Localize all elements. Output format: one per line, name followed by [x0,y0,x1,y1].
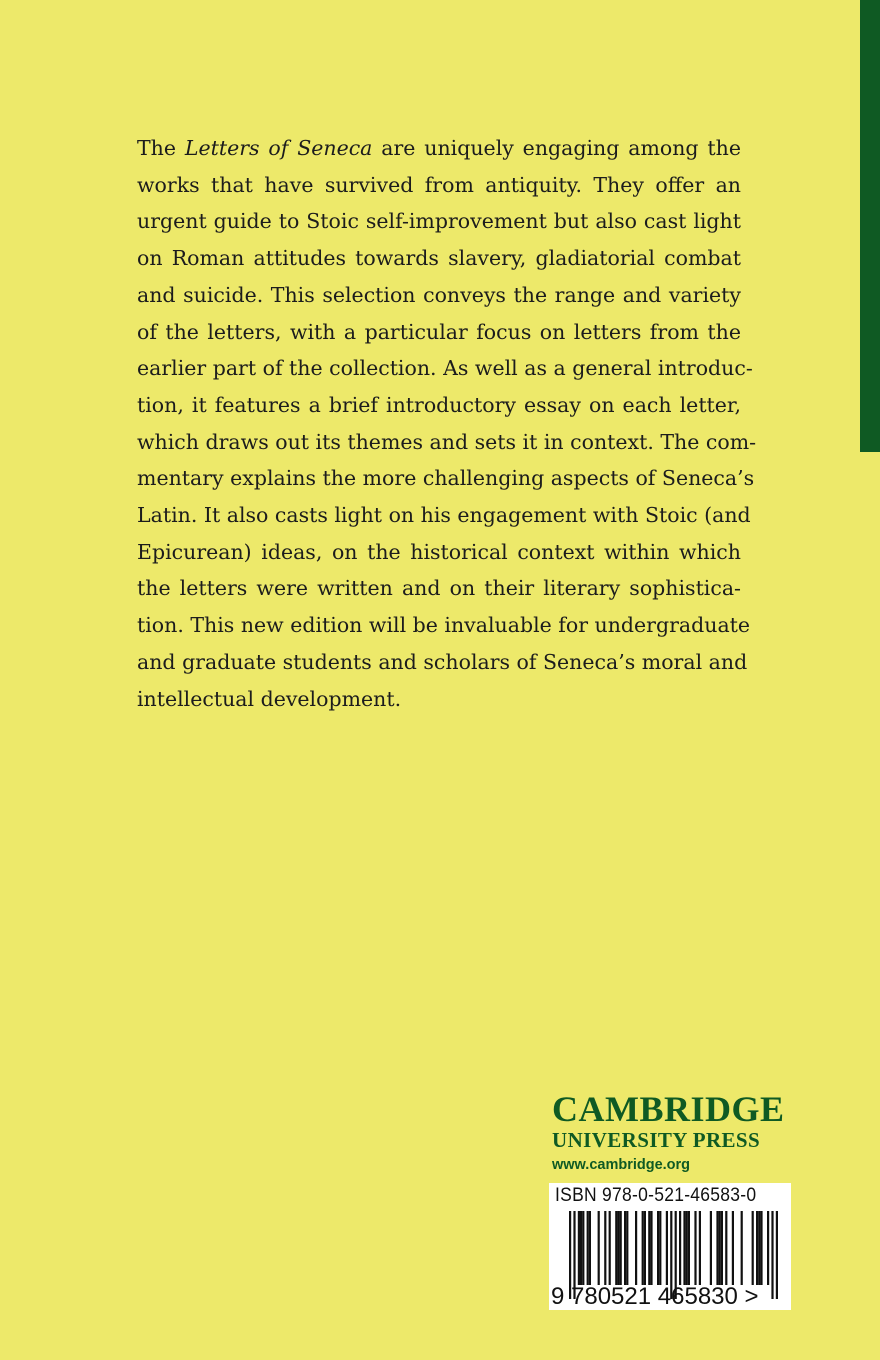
barcode-digits: 9 780521 465830 > [551,1283,759,1310]
barcode-bar [615,1211,617,1285]
blurb-line: and graduate students and scholars of Seneca’s moral and [137,649,748,674]
barcode-bar [650,1211,652,1285]
barcode-bar [721,1211,723,1285]
barcode-bar [589,1211,591,1285]
barcode-bar [609,1211,611,1285]
barcode-bar [624,1211,626,1285]
barcode-bar [578,1211,580,1285]
barcode-guard-bar [776,1211,778,1299]
blurb-line: and suicide. This selection conveys the range and variety [137,282,741,307]
blurb-line: The Letters of Seneca are uniquely engaging among the [137,136,741,160]
blurb-line: of the letters, with a particular focus on letters from the [137,319,741,344]
blurb-line: tion. This new edition will be invaluable for undergraduate [137,613,751,638]
blurb-line: urgent guide to Stoic self-improvement but also cast light [137,209,741,234]
barcode-bar [657,1211,659,1285]
blurb-line: earlier part of the collection. As well as a general introduc- [137,356,753,381]
blurb-text [137,130,757,717]
blurb-line: intellectual development. [137,686,402,711]
barcode-bar [626,1211,628,1285]
barcode-bar [659,1211,661,1285]
barcode-box [549,1183,791,1310]
barcode-bar [767,1211,769,1285]
barcode-bar [719,1211,721,1285]
barcode-bar [587,1211,589,1285]
barcode-bar [760,1211,762,1285]
barcode-bar [694,1211,696,1285]
barcode-bar [686,1211,688,1285]
blurb-line: which draws out its themes and sets it in context. The com- [137,429,757,454]
barcode-bar [752,1211,754,1285]
barcode-bar [648,1211,650,1285]
barcode-bar [710,1211,712,1285]
publisher-block [552,1090,792,1176]
blurb-line: Latin. It also casts light on his engagement with Stoic (and [137,503,751,528]
barcode-bar [666,1211,668,1285]
barcode-bar [582,1211,584,1285]
blurb-line: on Roman attitudes towards slavery, gladiatorial combat [137,246,741,271]
barcode-bar [732,1211,734,1285]
barcode-bar [688,1211,690,1285]
barcode-bar [683,1211,685,1285]
barcode-bar [617,1211,619,1285]
barcode-bar [604,1211,606,1285]
barcode-bar [725,1211,727,1285]
barcode-bar [580,1211,582,1285]
barcode-bar [598,1211,600,1285]
barcode-bar [642,1211,644,1285]
blurb-line: tion, it features a brief introductory essay on each letter, [137,392,741,417]
barcode-bar [620,1211,622,1285]
blurb-line: Epicurean) ideas, on the historical context within which [137,539,741,564]
publisher-url: www.cambridge.org [552,1157,691,1173]
barcode-guard-bar [771,1211,773,1299]
green-spine-bar [860,0,880,452]
blurb-line: the letters were written and on their literary sophistica- [137,576,741,601]
barcode-bar [758,1211,760,1285]
barcode-bar [756,1211,758,1285]
barcode-bar [635,1211,637,1285]
barcode-bar [741,1211,743,1285]
blurb-line: mentary explains the more challenging aspects of Seneca’s [137,466,755,491]
barcode-bar [644,1211,646,1285]
book-title-italic: Letters of Seneca [184,136,373,160]
publisher-subtitle: UNIVERSITY PRESS [552,1128,761,1152]
blurb-line: works that have survived from antiquity. They offer an [137,172,741,197]
barcode-bar [699,1211,701,1285]
isbn-label: ISBN 978-0-521-46583-0 [555,1185,757,1206]
publisher-name: CAMBRIDGE [552,1089,785,1129]
barcode-bar [679,1211,681,1285]
barcode-bar [716,1211,718,1285]
